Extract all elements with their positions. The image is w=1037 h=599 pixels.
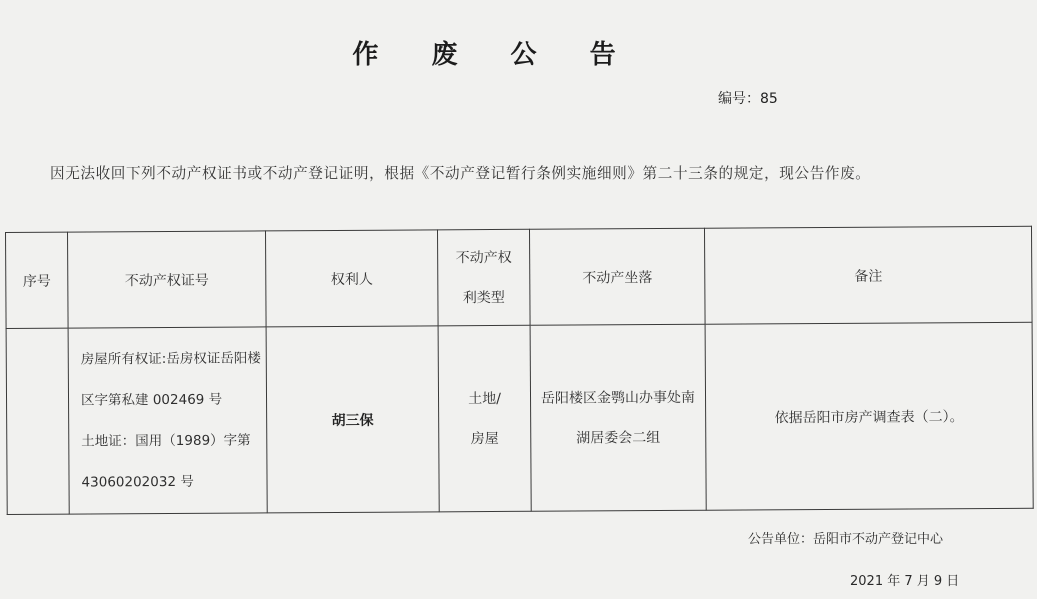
- cell-owner: 胡三保: [266, 326, 439, 513]
- header-cert-no: 不动产权证号: [68, 231, 267, 328]
- cell-location: [530, 324, 706, 511]
- table-header-row: [6, 226, 1033, 328]
- cell-right-type: [438, 325, 531, 512]
- header-location: 不动产坐落: [529, 228, 705, 325]
- location-line-1: 岳阳楼区金鹗山办事处南: [540, 389, 696, 407]
- header-seq: 序号: [6, 232, 69, 328]
- cert-line-2: 区字第私建 002469 号: [80, 391, 223, 409]
- cert-line-3: 土地证：国用（1989）字第: [81, 432, 251, 450]
- notice-title: 作 废 公 告: [352, 40, 638, 70]
- location-line-2: 湖居委会二组: [576, 429, 661, 447]
- cell-remark: 依据岳阳市房产调查表（二）。: [705, 322, 1033, 510]
- void-certificate-table: [5, 226, 1034, 515]
- header-right-type: [437, 229, 530, 326]
- notice-number: 编号：85: [718, 91, 778, 107]
- cell-seq: [6, 328, 69, 514]
- header-right-type-line-2: 利类型: [462, 289, 505, 306]
- issuing-unit: 公告单位：岳阳市不动产登记中心: [748, 532, 944, 547]
- cert-line-4: 43060202032 号: [81, 473, 194, 491]
- right-type-line-1: 土地/: [468, 390, 501, 407]
- cert-line-1: 房屋所有权证:岳房权证岳阳楼: [80, 349, 261, 368]
- header-owner: 权利人: [265, 230, 438, 327]
- cell-cert-no: [68, 327, 267, 514]
- header-remark: 备注: [704, 226, 1032, 324]
- header-right-type-line-1: 不动产权: [455, 249, 512, 266]
- notice-intro: 因无法收回下列不动产权证书或不动产登记证明，根据《不动产登记暂行条例实施细则》第二十三条的规定，现公告作废。: [50, 165, 871, 182]
- table-row: [6, 322, 1033, 514]
- right-type-line-2: 房屋: [470, 430, 499, 447]
- issue-date: 2021 年 7 月 9 日: [850, 574, 960, 589]
